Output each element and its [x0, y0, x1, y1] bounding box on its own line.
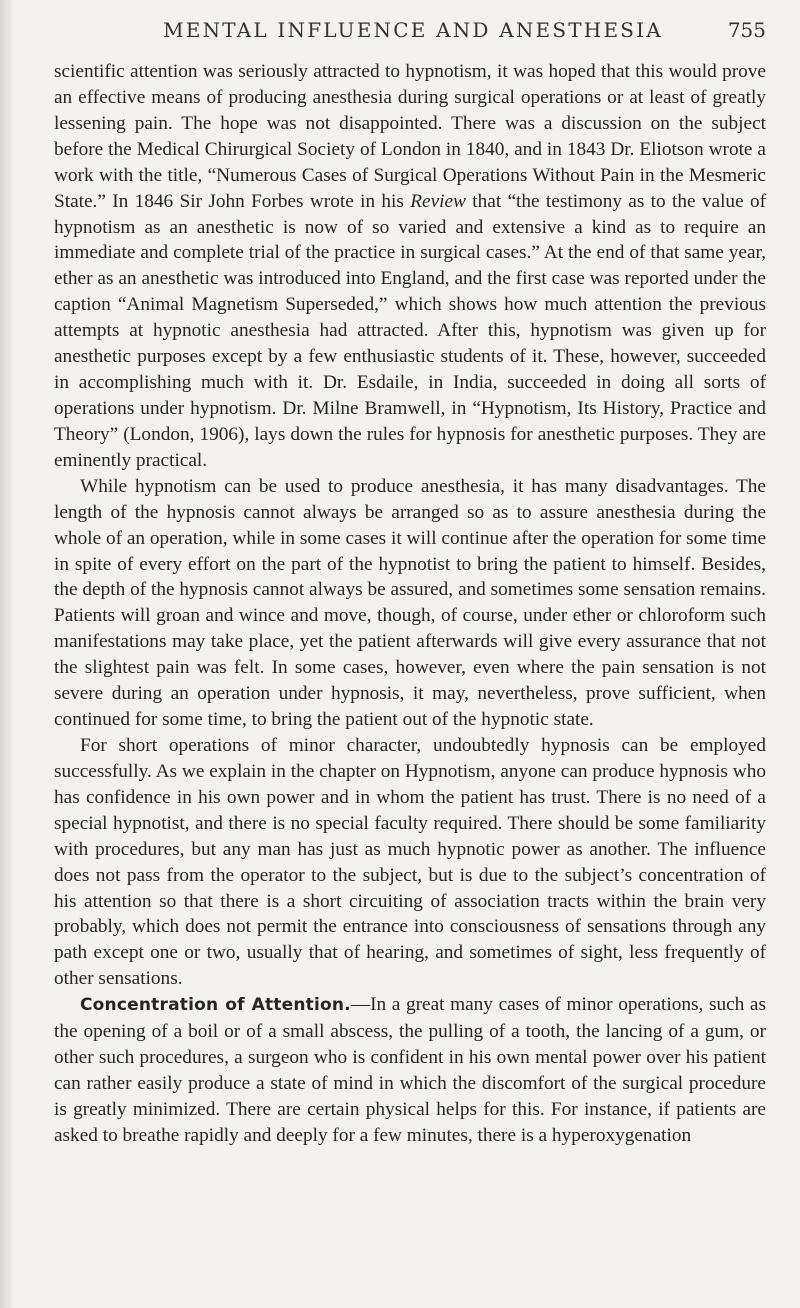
paragraph-1-text-b: that “the testimony as to the value of hypnotism as an anesthetic is now of so varied and extensive a kind as to require an immediate and complete trial of the practice in surgical cases.” At the end of that same year, ether as an anesthetic was introduced into England, and the first case was reported under the caption “Animal Magnetism Superseded,” which shows how much attention the previous attempts at hypnotic anesthesia had attracted. After this, hypnotism was given up for anesthetic purposes except by a few enthusiastic students of it. These, however, succeeded in accomplishing much with it. Dr. Esdaile, in India, succeeded in doing all sorts of operations under hypnotism. Dr. Milne Bramwell, in “Hypnotism, Its History, Practice and Theory” (London, 1906), lays down the rules for hypnosis for anesthetic purposes. They are eminently practical.	[54, 190, 767, 471]
paragraph-2: While hypnotism can be used to produce anesthesia, it has many disadvantages. The length of the hypnosis cannot always be arranged so as to assure anesthesia during the whole of an operation, while in some cases it will continue after the operation for some time in spite of every effort on the part of the hypnotist to bring the patient to himself. Besides, the depth of the hypnosis cannot always be assured, and sometimes some sensation remains. Patients will groan and wince and move, though, of course, under ether or chloroform such manifestations may take place, yet the patient afterwards will give every assurance that not the slightest pain was felt. In some cases, however, even where the pain sensation is not severe during an operation under hypnosis, it may, nevertheless, prove sufficient, when continued for some time, to bring the patient out of the hypnotic state.	[54, 475, 766, 731]
paragraph-1-text-a: scientific attention was seriously attracted to hypnotism, it was hoped that this would prove an effective means of producing anesthesia during surgical operations or at least of greatly lessening pain. The hope was not disappointed. There was a discussion on the subject before the Medical Chirurgical Society of London in 1840, and in 1843 Dr. Eliotson wrote a work with the title, “Numerous Cases of Surgical Operations Without Pain in the Mesmeric State.” In 1846 Sir John Forbes wrote in his	[54, 61, 766, 212]
paragraph-3: For short operations of minor character, undoubtedly hypnosis can be employed successfully. As we explain in the chapter on Hypnotism, anyone can produce hypnosis who has confidence in his own power and in whom the patient has trust. There is no need of a special hypnotist, and there is no special faculty required. There should be some familiarity with procedures, but any man has just as much hypnotic power as another. The influence does not pass from the operator to the subject, but is due to the subject’s concentration of his attention so that there is a short circuiting of association tracts within the brain very probably, which does not permit the entrance into consciousness of sensations through any path except one or two, usually that of hearing, and sometimes of sight, less frequently of other sensations.	[54, 734, 766, 990]
page-header	[60, 18, 766, 48]
page-number: 755	[727, 18, 766, 42]
running-title: MENTAL INFLUENCE AND ANESTHESIA	[163, 18, 663, 42]
body-text	[54, 59, 766, 1149]
section-heading: Concentration of Attention.	[80, 995, 351, 1016]
page-binding-shadow	[0, 0, 14, 1308]
review-title: Review	[410, 190, 466, 212]
paragraph-1	[54, 59, 766, 474]
paragraph-4	[54, 992, 766, 1149]
paragraph-4-text: —In a great many cases of minor operations, such as the opening of a boil or of a small abscess, the pulling of a tooth, the lancing of a gum, or other such procedures, a surgeon who is confident in his own mental power over his patient can rather easily produce a state of mind in which the discomfort of the surgical procedure is greatly minimized. There are certain physical helps for this. For instance, if patients are asked to breathe rapidly and deeply for a few minutes, there is a hyperoxygenation	[54, 994, 766, 1146]
